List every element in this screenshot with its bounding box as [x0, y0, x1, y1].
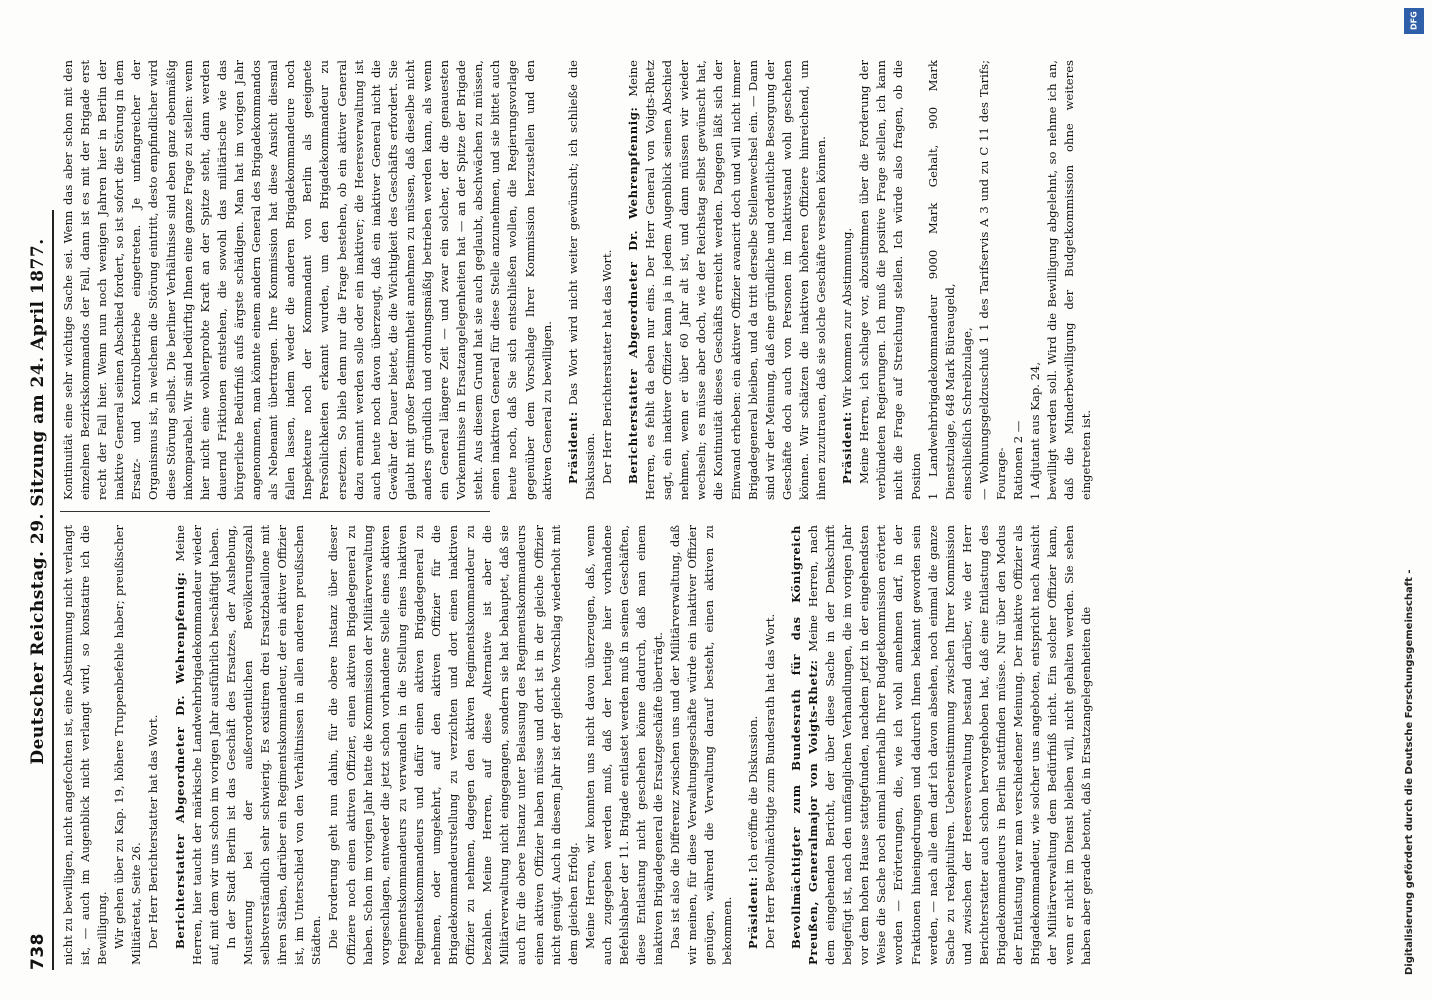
- paragraph: Meine Herren, wir konnten uns nicht davon überzeugen, daß, wenn auch zugegeben werden muß, daß der heutige hier vorhandene Befehlshaber der 11. Brigade entlastet werden muß in seinen Geschäften, diese Entlastung nicht geschehen könne dadurch, daß man einem inaktiven Brigadegeneral die Ersatzgeschäfte überträgt.: [582, 525, 666, 965]
- digitization-note: [1400, 40, 1428, 980]
- right-column: [60, 60, 1260, 500]
- paragraph: Der Herr Berichterstatter hat das Wort.: [599, 249, 614, 484]
- list-item: 1 Landwehrbrigadekommandeur 9000 Mark Gehalt, 900 Mark Dienstzulage, 648 Mark Büreaugeld,: [925, 60, 957, 500]
- left-column: [60, 525, 1260, 965]
- speaker-paragraph: [839, 60, 856, 500]
- speech-text: Meine Herren, es fehlt da eben nur eins. Der Herr General von Voigts-Rhetz sagt, ein inaktiver Offizier kann ja in jedem Augenblick seinen Abschied nehmen, wenn er über 60 Jahr alt ist, und dann müssen wir wieder wechseln; es müsse aber doch, wie der Reichstag selbst gewünscht hat, die Kontinuität dieses Geschäfts erreicht werden. Dagegen läßt sich der Einwand erheben: ein aktiver Offizier avancirt doch und will nicht immer Brigadegeneral bleiben, und da tritt derselbe Stellenwechsel ein. — Dann sind wir der Meinung, daß eine gründliche und ordentliche Besorgung der Geschäfte doch auch von Personen im Inaktivstand wohl geschehen können. Wir schätzen die inaktiven höheren Offiziere hinreichend, um ihnen zuzutrauen, daß sie solche Geschäfte versehen können.: [626, 60, 829, 500]
- speaker-name: Präsident:: [745, 876, 760, 949]
- list-item: Rationen 2 —: [1011, 420, 1026, 500]
- speaker-paragraph: [625, 60, 830, 500]
- list-item: — Wohnungsgeldzuschuß 1 1 des Tarifservis A 3 und zu C 11 des Tarifs; Fourage-: [976, 60, 1008, 500]
- speech-text: Wir kommen zur Abstimmung.: [840, 227, 855, 408]
- speaker-name: Präsident:: [565, 411, 580, 484]
- list-item: einschließlich Schreibzulage,: [959, 327, 974, 500]
- running-head: Deutscher Reichstag. 29. Sitzung am 24. April 1877.: [28, 238, 48, 765]
- speaker-name: Präsident:: [840, 411, 855, 484]
- paragraph: Meine Herren, ich schlage vor, abzustimmen über die Forderung der verbündeten Regierungen. Ich muß die positive Frage stellen, ich kann nicht die Frage auf Streichung stellen. Ich würde also fragen, ob die Position: [857, 60, 923, 500]
- speaker-name: Bevollmächtigter zum Bundesrath für das Königreich Preußen, Generalmajor von Voigts-Rhetz:: [788, 525, 820, 965]
- speaker-paragraph: [788, 525, 1096, 965]
- digitization-note-text: Digitalisierung gefördert durch die Deutsche Forschungsgemeinschaft -: [1404, 569, 1415, 975]
- paragraph: Das ist also die Differenz zwischen uns und der Militärverwaltung, daß wir meinen, für diese Verwaltungsgeschäfte würde ein inaktiver Offizier genügen, während die Verwaltung darauf besteht, einen aktiven zu bekommen.: [668, 525, 734, 965]
- speaker-paragraph: [172, 525, 223, 965]
- paragraph: Der Herr Berichterstatter hat das Wort.: [146, 714, 161, 949]
- paragraph: In der Stadt Berlin ist das Geschäft des Ersatzes, der Aushebung, Musterung bei der außerordentlichen Bevölkerungszahl selbstverständlich sehr schwierig. Es existiren drei Ersatzbataillone mit ihren Stäben, darüber ein Regimentskommandeur, der ein aktiver Offizier ist, im Unterschied von den Verhältnissen in allen anderen preußischen Städten.: [223, 525, 324, 965]
- paragraph: bewilligt werden soll. Wird die Bewilligung abgelehnt, so nehme ich an, daß die Minderbewilligung der Budgetkommission ohne weiteres eingetreten ist.: [1045, 60, 1094, 500]
- page-header: [20, 30, 48, 970]
- paragraph: Wir gehen über zu Kap. 19, höhere Truppenbefehle haber; preußischer Militäretat, Seite 26.: [112, 525, 144, 965]
- speech-text: Meine Herren, nach dem eingehenden Bericht, der über diese Sache in der Denkschrift beigefügt ist, nach den umfänglichen Verhandlungen, die im vorigen Jahr vor dem hohen Hause stattgefunden, nachdem jetzt in der eingehendsten Weise die Sache noch einmal innerhalb Ihrer Budgetkommission erörtert worden — Erörterungen, die, wie ich wohl annehmen darf, in der Fraktionen hineingedrungen und dadurch Ihnen bekannt geworden sein werden, — nach alle dem darf ich davon absehen, noch einmal die ganze Sache zu rekapituliren. Uebereinstimmung zwischen Ihrer Kommission und zwischen der Heeresverwaltung bestand darüber, wie der Herr Berichterstatter auch schon hervorgehoben hat, daß eine Entlastung des Brigadekommandeurs in Berlin stattfinden müsse. Nur über den Modus der Entlastung war man verschiedener Meinung. Der inaktive Offizier als Brigadekommandeur, wie solcher uns angeboten, entspricht nach Ansicht der Militärverwaltung dem Bedürfniß nicht. Ein solcher Offizier kann, wenn er nicht im Dienst bleiben will, nicht gehalten werden. Sie sehen haben aber gerade betont, daß in Ersatzangelegenheiten die: [805, 525, 1094, 965]
- dfg-logo: DFG: [1404, 8, 1424, 34]
- column-divider: [60, 511, 490, 512]
- paragraph: Die Forderung geht nun dahin, für die obere Instanz über dieser Offiziere noch einen aktiven Offizier, einen aktiven Brigadegeneral zu haben. Schon im vorigen Jahr hatte die Kommission der Militärverwaltung vorgeschlagen, entweder die jetzt schon vorhandene Stelle eines aktiven Regimentskommandeurs zu verwandeln in die Stellung eines inaktiven Regimentskommandeurs und dafür einen aktiven Brigadegeneral zu nehmen, oder umgekehrt, auf den aktiven Offizier für die Brigadekommandeurstellung zu verzichten und dort einen inaktiven Offizier zu nehmen, dagegen den aktiven Regimentskommandeur zu bezahlen. Meine Herren, auf diese Alternative ist aber die Militärverwaltung nicht eingegangen, sondern sie hat behauptet, daß sie auch für die obere Instanz unter Belassung des Regimentskommandeurs einen aktiven Offizier haben müsse und dort ist in der gleiche Offizier nicht genügt. Auch in diesem Jahr ist der gleiche Vorschlag wiederholt mit dem gleichen Erfolg.: [326, 525, 580, 965]
- paragraph: Der Herr Bevollmächtigte zum Bundesrath hat das Wort.: [762, 613, 777, 949]
- speaker-paragraph: [565, 60, 599, 500]
- paragraph: Kontinuität eine sehr wichtige Sache sei. Wenn das aber schon mit den einzelnen Bezirkskommandos der Fall, dann ist es mit der Brigade erst recht der Fall hier. Wenn nun noch wenigen Jahren hier in Berlin der inaktive General seinen Abschied fordert, so ist sofort die Störung in dem Ersatz- und Kontrolbetriebe eingetreten. Je umfangreicher der Organismus ist, in welchem die Störung eintritt, desto empfindlicher wird diese Störung selbst. Die berliner Verhältnisse sind eben ganz ebenmäßig inkomparabel. Wir sind bedürftig Ihnen eine ganze Frage zu stellen: wenn hier nicht eine wohlerprobte Kraft an der Spitze steht, dann werden dauernd Friktionen entstehen, die sowohl das militärische wie das bürgerliche Bedürfniß aufs ärgste schädigen. Man hat im vorigen Jahr angenommen, man könnte einem andern General des Brigadekommandos als Nebenamt übertragen. Ihre Kommission hat diese Ansicht diesmal fallen lassen, indem weder die anderen Brigadekommandeure noch Inspekteure noch der Kommandant von Berlin als geeignete Persönlichkeiten erkannt wurden, um den Brigadekommandeur zu ersetzen. So blieb denn nur die Frage bestehen, ob ein aktiver General dazu ernannt werden solle oder ein inaktiver; die Heeresverwaltung ist auch heute noch davon überzeugt, daß ein inaktiver General nicht die Gewähr der Dauer bietet, die die Wichtigkeit des Geschäfts erfordert. Sie glaubt mit großer Bestimmtheit annehmen zu müssen, daß dieselbe nicht anders gründlich und ordnungsmäßig betrieben werden kann, als wenn ein General längere Zeit — und zwar ein solcher, der die genauesten Vorkenntnisse in Ersatzangelegenheiten hat — an der Spitze der Brigade steht. Aus diesem Grund hat sie auch geglaubt, abschwächen zu müssen, einen inaktiven General für diese Stelle anzunehmen, und sie bittet auch heute noch, daß Sie sich entschließen wollen, die Regierungsvorlage gegenüber dem Vorschlage Ihrer Kommission herzustellen und den aktiven General zu bewilligen.: [61, 60, 554, 500]
- speech-text: Meine Herren, hier taucht der märkische Landwehrbrigadekommandeur wieder auf, mit dem wir uns schon im vorigen Jahr ausführlich beschäftigt haben.: [172, 525, 221, 965]
- list-item: 1 Adjutant aus Kap. 24,: [1028, 361, 1043, 500]
- speaker-name: Berichterstatter Abgeordneter Dr. Wehrenpfennig:: [626, 106, 640, 484]
- speaker-paragraph: [745, 525, 762, 965]
- paragraph: nicht zu bewilligen, nicht angefochten ist, eine Abstimmung nicht verlangt ist, — auch im Augenblick nicht verlangt wird, so konstatire ich die Bewilligung.: [61, 525, 110, 965]
- speech-text: Das Wort wird nicht weiter gewünscht; ich schließe die Diskussion.: [565, 60, 597, 500]
- speaker-name: Berichterstatter Abgeordneter Dr. Wehrenpfennig:: [172, 571, 187, 949]
- page-number: 738: [28, 933, 48, 970]
- header-rule: [52, 210, 54, 970]
- speech-text: Ich eröffne die Diskussion.: [745, 715, 760, 873]
